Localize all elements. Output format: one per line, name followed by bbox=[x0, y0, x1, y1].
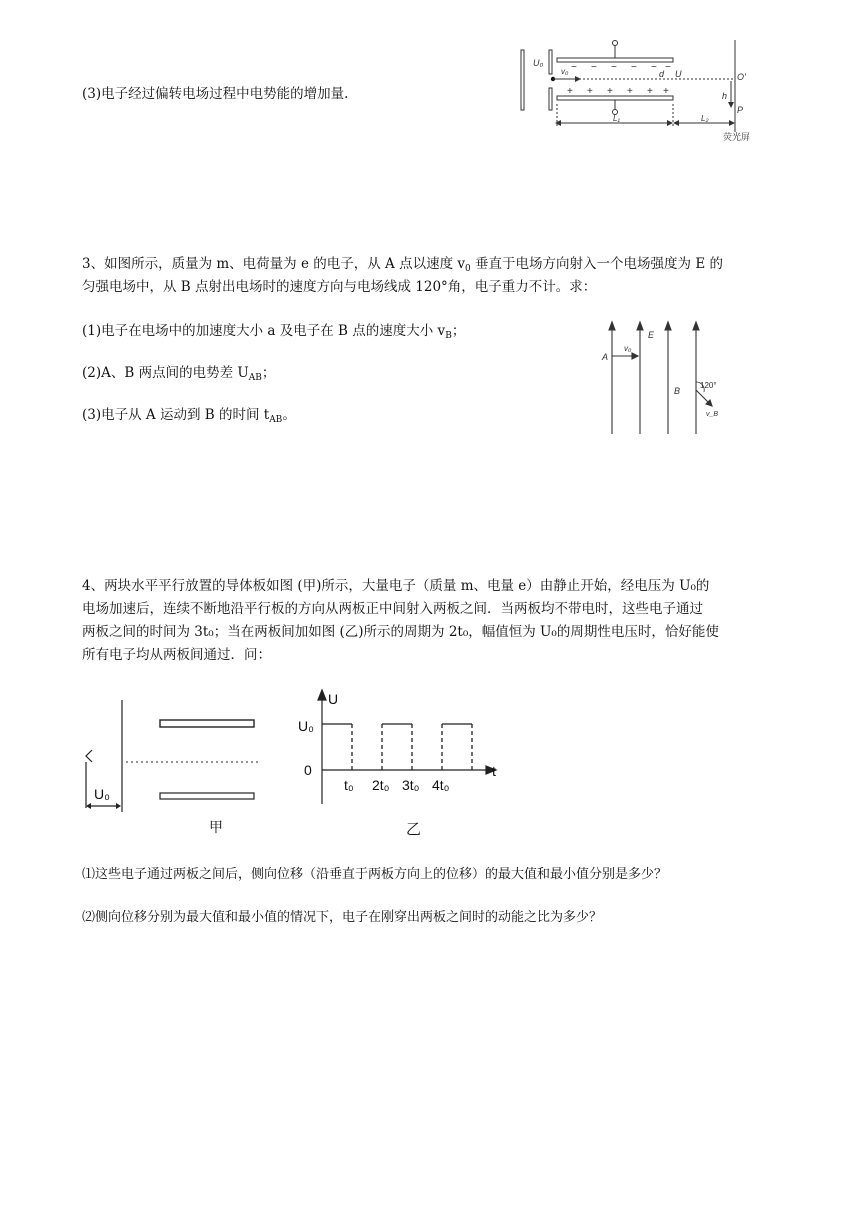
fig4-t-axis-label: t bbox=[492, 763, 496, 779]
fig1-plus-sign: + bbox=[607, 86, 613, 97]
fig4-tick-label: 2t₀ bbox=[372, 777, 390, 793]
fig1-minus-sign: − bbox=[651, 62, 657, 73]
fig2-vb-label: v_B bbox=[706, 411, 719, 418]
figure-electric-field bbox=[598, 318, 738, 438]
figure-yi-voltage-graph bbox=[292, 686, 512, 846]
fig1-oprime-label: O' bbox=[737, 72, 746, 82]
fig1-v0-label: v₀ bbox=[561, 67, 569, 76]
q4-stem-line4: 所有电子均从两板间通过．问： bbox=[82, 647, 271, 663]
fig1-plus-sign: + bbox=[647, 86, 653, 97]
fig1-plus-sign: + bbox=[627, 86, 633, 97]
q4-stem-line2: 电场加速后，连续不断地沿平行板的方向从两板正中间射入两板之间．当两板均不带电时，这些电子通过 bbox=[82, 601, 703, 617]
fig4-caption: 乙 bbox=[406, 820, 422, 838]
q3-stem-line1: 3、如图所示，质量为 m、电荷量为 e 的电子，从 A 点以速度 $v_0$ 垂直于电场方向射入一个电场强度为 E 的 bbox=[82, 256, 723, 274]
fig4-origin-label: 0 bbox=[304, 762, 312, 778]
fig4-u-axis-label: U bbox=[328, 691, 339, 707]
fig1-u0-label: U₀ bbox=[533, 58, 544, 68]
fig2-e-label: E bbox=[648, 330, 655, 340]
fig2-v0-label: v₀ bbox=[624, 344, 632, 353]
fig2-b-label: B bbox=[674, 386, 681, 396]
fig1-plus-sign: + bbox=[587, 86, 593, 97]
q4-stem-line1: 4、两块水平平行放置的导体板如图 (甲)所示，大量电子（质量 m、电量 e）由静止开始，经电压为 U₀的 bbox=[82, 578, 710, 594]
fig1-minus-sign: − bbox=[591, 62, 597, 73]
fig1-plus-sign: + bbox=[567, 86, 573, 97]
fig1-minus-sign: − bbox=[611, 62, 617, 73]
fig1-minus-sign: − bbox=[631, 62, 637, 73]
fig4-tick-label: t₀ bbox=[344, 777, 354, 793]
q4-subquestion-2: ⑵侧向位移分别为最大值和最小值的情况下，电子在刚穿出两板之间时的动能之比为多少？ bbox=[82, 910, 603, 925]
fig1-minus-sign: − bbox=[571, 62, 577, 73]
fig1-p-label: P bbox=[737, 105, 744, 115]
fig1-plus-sign: + bbox=[663, 86, 669, 97]
q3-part2: (2)A、B 两点间的电势差 $U_{AB}$； bbox=[82, 365, 276, 383]
fig1-u-label: U bbox=[675, 69, 682, 79]
fig1-h-label: h bbox=[722, 91, 728, 101]
figure-jia-plates bbox=[82, 696, 262, 846]
q3-part3: (3)电子从 A 运动到 B 的时间 $t_{AB}$。 bbox=[82, 407, 296, 425]
fig3-u0-label: U₀ bbox=[94, 786, 110, 802]
q4-subquestion-1: ⑴这些电子通过两板之间后，侧向位移（沿垂直于两板方向上的位移）的最大值和最小值分别是多少？ bbox=[82, 867, 668, 882]
q4-stem-line3: 两板之间的时间为 3t₀；当在两板间加如图 (乙)所示的周期为 2t₀，幅值恒为 U₀的周期性电压时，恰好能使 bbox=[82, 624, 719, 640]
q3-part1: (1)电子在电场中的加速度大小 a 及电子在 B 点的速度大小 $v_B$； bbox=[82, 323, 466, 341]
fig2-angle-label: 120° bbox=[700, 381, 717, 390]
fig4-tick-label: 4t₀ bbox=[432, 777, 450, 793]
fig1-d-label: d bbox=[659, 69, 665, 79]
q3-stem-line2: 匀强电场中，从 B 点射出电场时的速度方向与电场线成 120°角，电子重力不计。求： bbox=[82, 279, 597, 295]
fig1-minus-sign: − bbox=[665, 62, 671, 73]
fig1-l1-label: L₁ bbox=[613, 114, 620, 123]
fig3-caption: 甲 bbox=[209, 820, 223, 836]
fig1-screen-label: 荧光屏 bbox=[723, 132, 751, 142]
figure-deflection-apparatus bbox=[515, 40, 775, 150]
fig4-tick-label: 3t₀ bbox=[402, 777, 420, 793]
fig4-u0-label: U₀ bbox=[298, 718, 314, 734]
fig2-a-label: A bbox=[602, 352, 609, 362]
q2-part3-text: (3)电子经过偏转电场过程中电势能的增加量. bbox=[82, 86, 349, 102]
fig1-l2-label: L₂ bbox=[701, 114, 709, 123]
